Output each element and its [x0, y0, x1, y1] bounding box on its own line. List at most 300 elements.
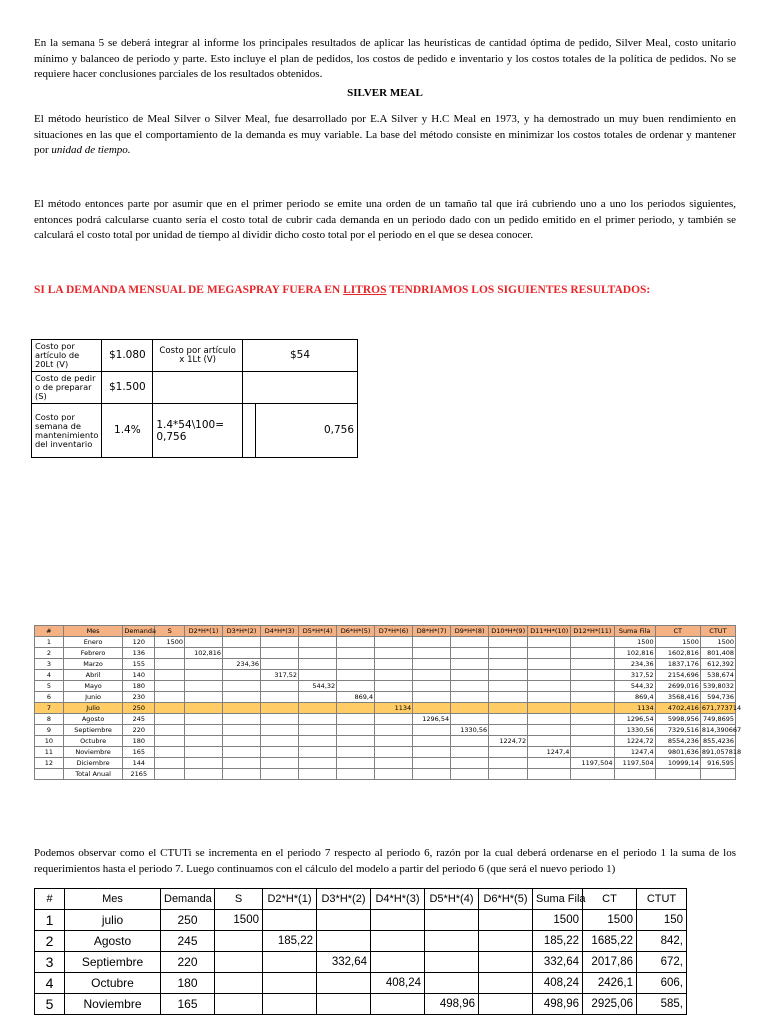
- empty-cell: [242, 372, 357, 404]
- table-1-total-cost: 5998,956: [655, 714, 700, 725]
- table-1-holding-cost: [571, 681, 614, 692]
- table-1-row: [35, 648, 736, 659]
- title-part-2: TENDRIAMOS LOS SIGUIENTES RESULTADOS:: [386, 284, 651, 296]
- table-2-row: [35, 973, 687, 994]
- table-1-holding-cost: [571, 725, 614, 736]
- table-1-month: Abril: [63, 670, 123, 681]
- order-cost-value: $1.500: [102, 372, 153, 404]
- table-2-total-cost: 2925,06: [583, 994, 637, 1015]
- table-2-row: [35, 910, 687, 931]
- table-1-demand: 165: [123, 747, 155, 758]
- table-1-holding-cost: [375, 637, 413, 648]
- table-2-holding-cost: [317, 931, 371, 952]
- table-1-header-cell: D12*H*(11): [571, 626, 614, 637]
- table-1-row-number: 5: [35, 681, 64, 692]
- table-1-demand: 155: [123, 659, 155, 670]
- table-1-holding-cost: [489, 659, 528, 670]
- table-1-header-cell: D10*H*(9): [489, 626, 528, 637]
- table-1-total-cost: 4702,416: [655, 703, 700, 714]
- table-1-holding-cost: [571, 736, 614, 747]
- table-2-setup-cost: [215, 994, 263, 1015]
- table-1-holding-cost: [185, 637, 223, 648]
- table-1-holding-cost: [451, 714, 489, 725]
- table-1-holding-cost: 234,36: [223, 659, 261, 670]
- table-1-holding-cost: [413, 670, 451, 681]
- table-1-unit-time-cost: 749,8695: [700, 714, 735, 725]
- table-1-holding-cost: 1197,504: [571, 758, 614, 769]
- table-2-row-number: 5: [35, 994, 65, 1015]
- table-1-holding-cost: [185, 681, 223, 692]
- table-1-holding-cost: [375, 681, 413, 692]
- table-2-row-number: 2: [35, 931, 65, 952]
- table-2-month: Agosto: [65, 931, 161, 952]
- table-2-unit-time-cost: 606,: [637, 973, 687, 994]
- table-1-unit-time-cost: [700, 769, 735, 780]
- holding-cost-value: 1.4%: [102, 404, 153, 458]
- table-1-header-cell: D2*H*(1): [185, 626, 223, 637]
- table-1-holding-cost: [337, 758, 375, 769]
- table-2-header-cell: D2*H*(1): [263, 889, 317, 910]
- table-1-holding-cost: [571, 747, 614, 758]
- table-1-row: [35, 747, 736, 758]
- table-1-holding-cost: [489, 714, 528, 725]
- table-1-row-sum: 1330,56: [614, 725, 655, 736]
- table-1-holding-cost: [451, 637, 489, 648]
- table-1-row-number: 7: [35, 703, 64, 714]
- table-1-setup-cost: [155, 725, 185, 736]
- table-1-header-cell: Demanda: [124, 627, 156, 635]
- table-1-holding-cost: [261, 681, 299, 692]
- empty-cell: [153, 372, 243, 404]
- table-1-holding-cost: [451, 769, 489, 780]
- table-1-holding-cost: [185, 714, 223, 725]
- table-1-holding-cost: 1134: [375, 703, 413, 714]
- table-1-row-number: 12: [35, 758, 64, 769]
- table-1-demand: 220: [123, 725, 155, 736]
- table-1-holding-cost: [337, 637, 375, 648]
- table-2-holding-cost: [425, 973, 479, 994]
- table-1-row-number: [35, 769, 64, 780]
- table-1-row-sum: 234,36: [614, 659, 655, 670]
- table-1-holding-cost: [413, 747, 451, 758]
- table-1-row: [35, 736, 736, 747]
- table-1-row-number: 2: [35, 648, 64, 659]
- table-1-holding-cost: [528, 692, 571, 703]
- table-1-setup-cost: [155, 670, 185, 681]
- table-1-row: [35, 758, 736, 769]
- spreadsheet-table-1: [34, 625, 742, 780]
- table-2-holding-cost: [263, 994, 317, 1015]
- table-1-holding-cost: [489, 747, 528, 758]
- table-2-holding-cost: [371, 952, 425, 973]
- table-1-total-cost: 2154,696: [655, 670, 700, 681]
- table-1-month: Mayo: [63, 681, 123, 692]
- table-1-holding-cost: [375, 736, 413, 747]
- table-2-header-cell: S: [215, 889, 263, 910]
- table-1-holding-cost: [185, 692, 223, 703]
- table-1-row: [35, 681, 736, 692]
- table-1-holding-cost: [185, 747, 223, 758]
- table-2-demand: 245: [161, 931, 215, 952]
- silver-meal-table-2: [34, 893, 683, 1024]
- table-1-holding-cost: [299, 758, 337, 769]
- table-1-holding-cost: [337, 670, 375, 681]
- table-2-header-cell: CTUT: [637, 889, 687, 910]
- table-2-header-cell: D4*H*(3): [371, 889, 425, 910]
- table-1-demand: 2165: [123, 769, 155, 780]
- table-1-holding-cost: [337, 747, 375, 758]
- table-1-holding-cost: [571, 714, 614, 725]
- table-1-holding-cost: [451, 758, 489, 769]
- table-1-demand: 245: [123, 714, 155, 725]
- table-1-holding-cost: [451, 703, 489, 714]
- table-1-row-number: 8: [35, 714, 64, 725]
- table-1-holding-cost: [223, 714, 261, 725]
- table-2-month: Septiembre: [65, 952, 161, 973]
- table-1-header-cell: D7*H*(6): [375, 626, 413, 637]
- table-1-holding-cost: [223, 703, 261, 714]
- table-1-header-row: [35, 626, 736, 637]
- table-1-setup-cost: [155, 648, 185, 659]
- table-1-row: [35, 659, 736, 670]
- table-1-holding-cost: [528, 769, 571, 780]
- table-1-row-sum: 1197,504: [614, 758, 655, 769]
- table-1-row-number: 9: [35, 725, 64, 736]
- table-2-month: julio: [65, 910, 161, 931]
- table-1-header-cell: Mes: [63, 626, 123, 637]
- table-2-row-sum: 1500: [533, 910, 583, 931]
- table-2-unit-time-cost: 585,: [637, 994, 687, 1015]
- table-1-month: Diciembre: [63, 758, 123, 769]
- table-1-header-cell: D3*H*(2): [223, 626, 261, 637]
- table-1-holding-cost: [571, 648, 614, 659]
- table-1-holding-cost: 544,32: [299, 681, 337, 692]
- table-1-holding-cost: [375, 725, 413, 736]
- table-2-header-cell: CT: [583, 889, 637, 910]
- intro-paragraph: En la semana 5 se deberá integrar al informe los principales resultados de aplicar las heurísticas de cantidad óptima de pedido, Silver Meal, costo unitario mínimo y balanceo de periodo y parte. Esto incluye el plan de pedidos, los costos de pedido e inventario y los costos totales de la política de pedidos. No se requiere hacer conclusiones parciales de los resultados obtenidos.: [34, 37, 736, 80]
- table-2-unit-time-cost: 672,: [637, 952, 687, 973]
- table-2-holding-cost: [263, 910, 317, 931]
- table-1-unit-time-cost: 612,392: [700, 659, 735, 670]
- table-1-holding-cost: [223, 758, 261, 769]
- table-1-total-cost: 1500: [655, 637, 700, 648]
- table-1-month: Enero: [63, 637, 123, 648]
- table-1-holding-cost: [451, 736, 489, 747]
- table-1-holding-cost: [413, 736, 451, 747]
- table-1-unit-time-cost: 916,595: [700, 758, 735, 769]
- table-1-holding-cost: [299, 703, 337, 714]
- table-1-total-cost: 1602,816: [655, 648, 700, 659]
- table-1-holding-cost: [528, 714, 571, 725]
- table-1-holding-cost: [571, 670, 614, 681]
- table-1-holding-cost: [337, 769, 375, 780]
- table-1-holding-cost: [223, 725, 261, 736]
- table-1-holding-cost: [261, 769, 299, 780]
- cost-parameters-table: [31, 339, 358, 458]
- table-1-holding-cost: [185, 703, 223, 714]
- table-1-setup-cost: [155, 692, 185, 703]
- holding-cost-result: 0,756: [256, 404, 358, 458]
- table-2-holding-cost: [425, 931, 479, 952]
- table-1-row-sum: [614, 769, 655, 780]
- table-1-holding-cost: [489, 703, 528, 714]
- table-2-setup-cost: [215, 973, 263, 994]
- table-1-month: Septiembre: [63, 725, 123, 736]
- table-1-holding-cost: [223, 670, 261, 681]
- empty-cell: [242, 404, 255, 458]
- table-1-row-number: 4: [35, 670, 64, 681]
- table-1-month: Marzo: [63, 659, 123, 670]
- table-1-holding-cost: [337, 736, 375, 747]
- item-cost-label: Costo por artículo de 20Lt (V): [32, 340, 102, 372]
- table-2-total-cost: 1685,22: [583, 931, 637, 952]
- table-1-holding-cost: [413, 648, 451, 659]
- table-1-holding-cost: [299, 714, 337, 725]
- table-1-holding-cost: [299, 659, 337, 670]
- table-2-demand: 165: [161, 994, 215, 1015]
- table-1-row-sum: 317,52: [614, 670, 655, 681]
- table-1-row: [35, 692, 736, 703]
- table-2-header-cell: Mes: [65, 889, 161, 910]
- table-2-holding-cost: [371, 910, 425, 931]
- table-1-holding-cost: [451, 648, 489, 659]
- table-1-holding-cost: [261, 714, 299, 725]
- table-2-row-sum: 185,22: [533, 931, 583, 952]
- table-2-header-cell: Suma Fila: [533, 889, 583, 910]
- table-1-month: Octubre: [63, 736, 123, 747]
- table-1-holding-cost: [528, 670, 571, 681]
- table-2-holding-cost: [317, 973, 371, 994]
- table-1-setup-cost: [155, 769, 185, 780]
- table-1-setup-cost: 1500: [155, 637, 185, 648]
- table-2-holding-cost: [371, 994, 425, 1015]
- table-2-row: [35, 931, 687, 952]
- table-1-row: [35, 714, 736, 725]
- table-1-holding-cost: [223, 681, 261, 692]
- table-1-header-cell: D11*H*(10): [528, 626, 571, 637]
- table-1-header-cell: CTUT: [700, 626, 735, 637]
- table-1-row: [35, 703, 736, 714]
- table-2-row: [35, 994, 687, 1015]
- table-1-holding-cost: [571, 692, 614, 703]
- table-2-holding-cost: [479, 952, 533, 973]
- table-1-unit-time-cost: 671,773714: [701, 704, 742, 712]
- table-2-holding-cost: [371, 931, 425, 952]
- table-2-holding-cost: [479, 931, 533, 952]
- title-underlined: LITROS: [343, 284, 387, 296]
- table-1-total-cost: 2699,016: [655, 681, 700, 692]
- table-1-header-cell: #: [35, 626, 64, 637]
- table-1-holding-cost: [375, 769, 413, 780]
- table-1-setup-cost: [155, 703, 185, 714]
- table-2-demand: 250: [161, 910, 215, 931]
- table-2-header-row: [35, 889, 687, 910]
- table-1-holding-cost: 1247,4: [528, 747, 571, 758]
- table-1-holding-cost: [375, 747, 413, 758]
- table-2-total-cost: 1500: [583, 910, 637, 931]
- table-1-demand: 230: [123, 692, 155, 703]
- table-1-setup-cost: [155, 736, 185, 747]
- table-1-holding-cost: [261, 637, 299, 648]
- table-1-holding-cost: [489, 681, 528, 692]
- table-2-setup-cost: 1500: [215, 910, 263, 931]
- table-1-month: Julio: [63, 703, 123, 714]
- table-1-total-cost: 10999,14: [655, 758, 700, 769]
- table-1-demand: 180: [123, 736, 155, 747]
- table-1-holding-cost: [451, 670, 489, 681]
- table-1-holding-cost: [489, 648, 528, 659]
- table-1-holding-cost: [299, 769, 337, 780]
- table-2-holding-cost: [317, 910, 371, 931]
- table-1-row-sum: 1247,4: [614, 747, 655, 758]
- analysis-paragraph: Podemos observar como el CTUTi se incrementa en el periodo 7 respecto al periodo 6, razón por la cual deberá ordenarse en el periodo 1 la suma de los requerimientos hasta el periodo 7. Luego continuamos con el cálculo del modelo a partir del periodo 6 (que será el nuevo periodo 1): [34, 847, 736, 875]
- table-1-holding-cost: [261, 703, 299, 714]
- table-2-unit-time-cost: 150: [637, 910, 687, 931]
- table-1-unit-time-cost: 538,674: [700, 670, 735, 681]
- table-1-holding-cost: [223, 747, 261, 758]
- table-1-holding-cost: [528, 637, 571, 648]
- table-2-total-cost: 2426,1: [583, 973, 637, 994]
- table-1-holding-cost: [337, 703, 375, 714]
- table-1-setup-cost: [155, 714, 185, 725]
- table-1-holding-cost: 1296,54: [413, 714, 451, 725]
- table-1-holding-cost: [337, 681, 375, 692]
- table-1-row-sum: 1134: [614, 703, 655, 714]
- table-1-holding-cost: [451, 681, 489, 692]
- cost-row-holding: [32, 404, 358, 458]
- table-1-holding-cost: [299, 670, 337, 681]
- table-1-holding-cost: [413, 703, 451, 714]
- description-text: El método heurístico de Meal Silver o Silver Meal, fue desarrollado por E.A Silver y H.C Meal en 1973, y ha demostrado un muy buen rendimiento en situaciones en las que el comportamiento de la demanda es muy variable. La base del método consiste en minimizar los costos totales de ordenar y mantener por: [34, 113, 736, 156]
- holding-cost-formula: 1.4*54\100= 0,756: [153, 404, 243, 458]
- table-1-setup-cost: [155, 681, 185, 692]
- table-1-header-cell: S: [155, 626, 185, 637]
- table-1-holding-cost: [451, 747, 489, 758]
- table-1-demand: 120: [123, 637, 155, 648]
- table-2-setup-cost: [215, 931, 263, 952]
- table-1-holding-cost: [337, 659, 375, 670]
- liter-cost-value: $54: [242, 340, 357, 372]
- table-1-total-cost: [655, 769, 700, 780]
- liter-cost-label: Costo por artículo x 1Lt (V): [153, 340, 243, 372]
- cost-row-item: [32, 340, 358, 372]
- table-1-total-cost: 3568,416: [655, 692, 700, 703]
- table-1-holding-cost: [571, 769, 614, 780]
- table-1-holding-cost: [413, 769, 451, 780]
- table-2-header-cell: Demanda: [161, 889, 215, 910]
- silver-meal-description: [34, 112, 736, 159]
- method-description: El método entonces parte por asumir que en el primer periodo se emite una orden de un tamaño tal que irá cubriendo uno a uno los periodos siguientes, entonces podrá calcularse cuanto sería el costo total de cubrir cada demanda en un periodo dado con un pedido emitido en el primer periodo, y también se calculará el costo total por unidad de tiempo al dividir dicho costo total por el periodo en el que se desea conocer.: [34, 198, 736, 241]
- table-1-holding-cost: [185, 769, 223, 780]
- table-1-month: Noviembre: [63, 747, 123, 758]
- table-2-demand: 220: [161, 952, 215, 973]
- table-2-demand: 180: [161, 973, 215, 994]
- order-cost-label: Costo de pedir o de preparar (S): [32, 372, 102, 404]
- table-1-header-cell: D5*H*(4): [299, 626, 337, 637]
- table-2-row-number: 1: [35, 910, 65, 931]
- table-2-row-number: 4: [35, 973, 65, 994]
- table-2-holding-cost: 408,24: [371, 973, 425, 994]
- table-1-holding-cost: [185, 725, 223, 736]
- table-2-row-sum: 408,24: [533, 973, 583, 994]
- table-2-holding-cost: 332,64: [317, 952, 371, 973]
- table-1-holding-cost: [223, 637, 261, 648]
- item-cost-value: $1.080: [102, 340, 153, 372]
- table-1-holding-cost: [571, 637, 614, 648]
- table-1-row-number: 3: [35, 659, 64, 670]
- table-1-holding-cost: [528, 725, 571, 736]
- table-1-holding-cost: [413, 659, 451, 670]
- table-1-holding-cost: [413, 725, 451, 736]
- table-1-holding-cost: [261, 648, 299, 659]
- table-1-row: [35, 769, 736, 780]
- table-1-holding-cost: [299, 637, 337, 648]
- table-1-holding-cost: [299, 725, 337, 736]
- table-1-holding-cost: [451, 692, 489, 703]
- table-1-holding-cost: [413, 637, 451, 648]
- table-1-holding-cost: [299, 736, 337, 747]
- table-1-unit-time-cost: 855,4236: [700, 736, 735, 747]
- table-1-row-number: 1: [35, 637, 64, 648]
- table-2-holding-cost: [263, 952, 317, 973]
- table-1-holding-cost: [489, 637, 528, 648]
- section-heading: SILVER MEAL: [347, 87, 423, 99]
- table-1-holding-cost: [299, 692, 337, 703]
- table-1-holding-cost: 869,4: [337, 692, 375, 703]
- table-1-holding-cost: [489, 692, 528, 703]
- table-1-setup-cost: [155, 758, 185, 769]
- table-1-holding-cost: [223, 692, 261, 703]
- table-2-row-number: 3: [35, 952, 65, 973]
- table-1-holding-cost: [185, 659, 223, 670]
- table-1-holding-cost: [223, 736, 261, 747]
- table-1-row-sum: 1500: [614, 637, 655, 648]
- table-1-holding-cost: [261, 747, 299, 758]
- table-1-holding-cost: [489, 670, 528, 681]
- table-1-holding-cost: [185, 758, 223, 769]
- table-2-unit-time-cost: 842,: [637, 931, 687, 952]
- table-1-row-number: 11: [35, 747, 64, 758]
- table-2-month: Octubre: [65, 973, 161, 994]
- table-2-holding-cost: [479, 910, 533, 931]
- table-1-holding-cost: [528, 703, 571, 714]
- table-1-unit-time-cost: 891,057818: [701, 748, 742, 756]
- table-1-holding-cost: [571, 659, 614, 670]
- table-1-holding-cost: [337, 714, 375, 725]
- table-1-row-sum: 544,32: [614, 681, 655, 692]
- table-1-unit-time-cost: 1500: [700, 637, 735, 648]
- table-1-setup-cost: [155, 659, 185, 670]
- table-1-row-sum: 1296,54: [614, 714, 655, 725]
- table-2-header-cell: #: [35, 889, 65, 910]
- table-2-total-cost: 2017,86: [583, 952, 637, 973]
- table-2-holding-cost: 498,96: [425, 994, 479, 1015]
- table-1-holding-cost: 1330,56: [451, 725, 489, 736]
- liters-results-title: [34, 284, 736, 296]
- table-1-header-cell: D9*H*(8): [451, 626, 489, 637]
- table-1-unit-time-cost: 539,8032: [700, 681, 735, 692]
- silver-meal-table-1: [34, 625, 742, 807]
- table-2-holding-cost: [425, 952, 479, 973]
- table-1-holding-cost: 1224,72: [489, 736, 528, 747]
- table-1-holding-cost: [528, 758, 571, 769]
- table-2-holding-cost: [317, 994, 371, 1015]
- table-1-holding-cost: [261, 725, 299, 736]
- table-2-header-cell: D6*H*(5): [479, 889, 533, 910]
- table-1-holding-cost: [528, 659, 571, 670]
- table-1-header-cell: D4*H*(3): [261, 626, 299, 637]
- table-1-total-cost: 9801,636: [655, 747, 700, 758]
